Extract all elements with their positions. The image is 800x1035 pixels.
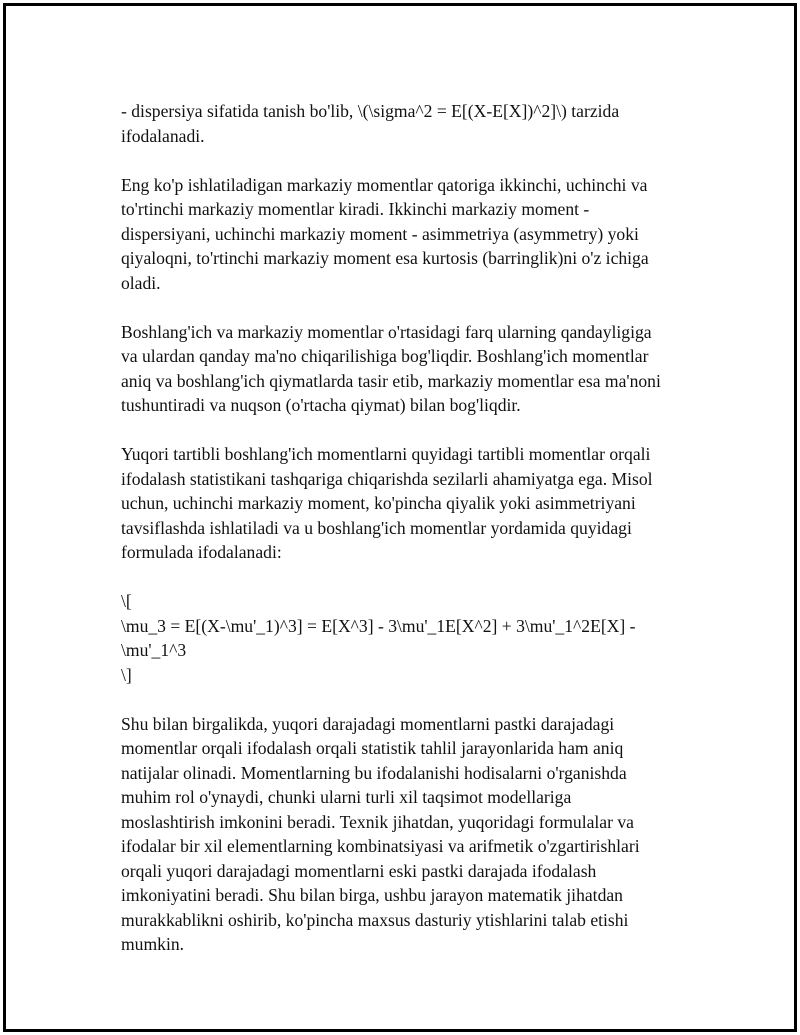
text-line: muhim rol o'ynaydi, chunki ularni turli xil taqsimot modellariga — [121, 787, 572, 807]
paragraph-3 — [121, 320, 701, 418]
text-line: moslashtirish imkonini beradi. Texnik jihatdan, yuqoridagi formulalar va — [121, 811, 634, 832]
page-frame — [3, 3, 797, 1032]
text-line: mumkin. — [121, 934, 185, 954]
paragraph-2 — [121, 173, 701, 296]
text-line: uchun, uchinchi markaziy moment, ko'pincha qiyalik yoki asimmetriyani — [121, 493, 636, 513]
text-line: momentlar orqali ifodalash orqali statistik tahlil jarayonlarida ham aniq — [121, 738, 624, 758]
paragraph-6 — [121, 712, 701, 957]
text-line: to'rtinchi markaziy momentlar kiradi. Ikkinchi markaziy moment - — [121, 199, 590, 219]
document-body — [121, 99, 701, 981]
text-line: \mu_3 = E[(X-\mu'_1)^3] = E[X^3] - 3\mu'_1E[X^2] + 3\mu'_1^2E[X] - — [121, 615, 636, 636]
text-line: - dispersiya sifatida tanish bo'lib, \(\sigma^2 = E[(X-E[X])^2]\) tarzida — [121, 101, 620, 121]
text-line: qiyaloqni, to'rtinchi markaziy moment esa kurtosis (barringlik)ni o'z ichiga — [121, 248, 649, 268]
text-line: Boshlang'ich va markaziy momentlar o'rtasidagi farq ularning qandayligiga — [121, 321, 652, 342]
paragraph-4 — [121, 442, 701, 565]
text-line: va ulardan qanday ma'no chiqarilishiga bog'liqdir. Boshlang'ich momentlar — [121, 346, 649, 366]
text-line: oladi. — [121, 272, 161, 293]
text-line: \mu'_1^3 — [121, 640, 187, 660]
text-line: aniq va boshlang'ich qiymatlarda tasir etib, markaziy momentlar esa ma'noni — [121, 370, 661, 391]
text-line: ifodalar bir xil elementlarning kombinatsiyasi va arifmetik o'zgartirishlari — [121, 836, 640, 856]
text-line: \[ — [121, 591, 132, 611]
text-line: murakkablikni oshirib, ko'pincha maxsus dasturiy ytishlarini talab etishi — [121, 909, 629, 930]
text-line: ifodalash statistikani tashqariga chiqarishda sezilarli ahamiyatga ega. Misol — [121, 468, 653, 489]
text-line: ifodalanadi. — [121, 125, 205, 146]
text-line: tavsiflashda ishlatiladi va u boshlang'ich momentlar yordamida quyidagi — [121, 517, 632, 538]
text-line: Eng ko'p ishlatiladigan markaziy momentlar qatoriga ikkinchi, uchinchi va — [121, 174, 648, 195]
paragraph-5 — [121, 589, 701, 687]
text-line: Shu bilan birgalikda, yuqori darajadagi momentlarni pastki darajadagi — [121, 713, 615, 734]
text-line: tushuntiradi va nuqson (o'rtacha qiymat) bilan bog'liqdir. — [121, 395, 521, 415]
text-line: dispersiyani, uchinchi markaziy moment - asimmetriya (asymmetry) yoki — [121, 223, 639, 244]
text-line: orqali yuqori darajadagi momentlarni eski pastki darajada ifodalash — [121, 860, 597, 881]
text-line: \] — [121, 664, 132, 685]
text-line: imkoniyatini beradi. Shu bilan birga, ushbu jarayon matematik jihatdan — [121, 885, 623, 905]
text-line: natijalar olinadi. Momentlarning bu ifodalanishi hodisalarni o'rganishda — [121, 762, 627, 783]
text-line: formulada ifodalanadi: — [121, 542, 282, 562]
paragraph-1 — [121, 99, 701, 148]
text-line: Yuqori tartibli boshlang'ich momentlarni quyidagi tartibli momentlar orqali — [121, 444, 651, 464]
